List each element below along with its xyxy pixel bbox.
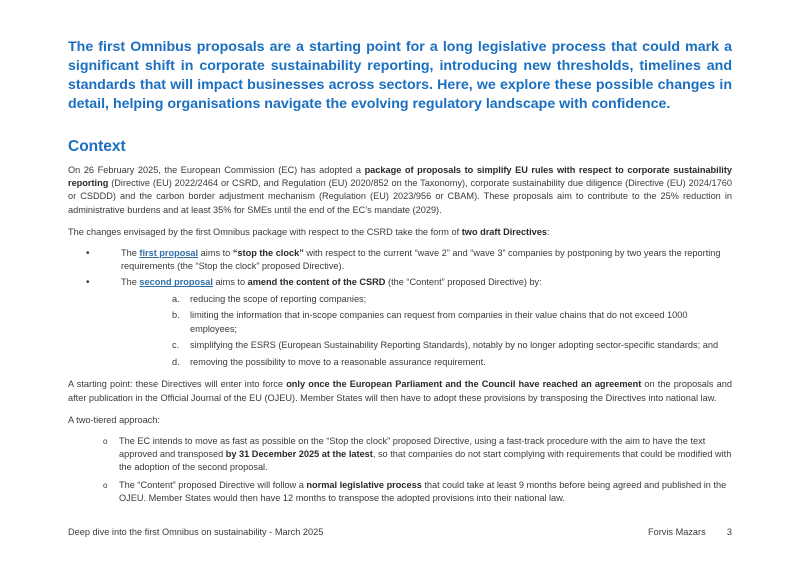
circle-marker: o	[103, 437, 108, 447]
paragraph-two-tiered: A two-tiered approach:	[68, 414, 160, 425]
paragraph-starting-point-bold: only once the European Parliament and the Council have reached an agreement	[286, 379, 642, 390]
second-proposal-link[interactable]: second proposal	[139, 277, 213, 288]
circle1-text-2: , so that companies do not start complying with requirements that could be modified with the adoption of the second proposal.	[119, 449, 732, 473]
bullet1-text-1: The	[121, 248, 140, 259]
bullet1-bold: “stop the clock”	[232, 248, 304, 259]
bullet2-bold: amend the content of the CSRD	[247, 277, 386, 288]
paragraph-package-text-2: (Directive (EU) 2022/2464 or CSRD, and Regulation (EU) 2020/852 on the Taxonomy), corporate sustainability due diligence (Directive (EU) 2024/1760 or CSDDD) and the carbon border adjustment mechanism (Regulation (EU) 2023/956 or CBAM). These proposals aim to contribute to the 25% reduction in administrative burdens and at least 35% for SMEs until the end of the EC’s mandate (2029).	[68, 178, 732, 215]
list-item	[121, 293, 732, 306]
list-item-first-proposal	[68, 247, 732, 273]
list-item	[121, 309, 732, 335]
paragraph-package-text-1: On 26 February 2025, the European Commission (EC) has adopted a	[68, 165, 365, 175]
page-number: 3	[726, 527, 732, 537]
paragraph-starting-point-text-1: A starting point: these Directives will enter into force	[68, 379, 287, 390]
paragraph-package-bold: package of proposals to simplify EU rules with respect to corporate sustainability reporting	[68, 165, 732, 189]
sub-marker: b.	[172, 310, 180, 321]
first-proposal-link[interactable]: first proposal	[139, 248, 199, 259]
paragraph-changes-text-2: :	[547, 226, 550, 237]
bullet-marker: •	[86, 248, 90, 260]
footer-document-title: Deep dive into the first Omnibus on sustainability - March 2025	[68, 527, 324, 537]
proposal-list	[68, 247, 732, 369]
circle2-text-1: The “Content” proposed Directive will follow a	[119, 479, 307, 490]
paragraph-starting-point-text-2: on the proposals and after publication in the Official Journal of the EU (OJEU). Member States will then have to adopt these provisions by transposing the Directives into national law.	[68, 379, 732, 403]
section-title-context: Context	[68, 138, 126, 155]
sub-item-text: removing the possibility to move to a reasonable assurance requirement.	[190, 357, 486, 368]
list-item-stop-the-clock	[68, 435, 732, 475]
bullet2-text-3: (the “Content” proposed Directive) by:	[385, 277, 542, 288]
sub-item-text: reducing the scope of reporting companies;	[190, 293, 367, 304]
circle-marker: o	[103, 480, 108, 490]
list-item-second-proposal	[68, 276, 732, 369]
circle1-text-1: The EC intends to move as fast as possible on the “Stop the clock” proposed Directive, using a fast-track procedure with the aim to have the text approved and transposed	[119, 436, 706, 460]
circle1-bold: by 31 December 2025 at the latest	[225, 449, 373, 460]
content-sub-list	[121, 293, 732, 370]
intro-heading: The first Omnibus proposals are a starting point for a long legislative process that could mark a significant shift in corporate sustainability reporting, introducing new thresholds, timelines and standards that will impact businesses across sectors. Here, we explore these possible changes in detail, helping organisations navigate the evolving regulatory landscape with confidence.	[68, 39, 732, 112]
sub-marker: d.	[172, 357, 180, 368]
sub-marker: c.	[172, 340, 180, 351]
list-item-content-directive	[68, 479, 732, 505]
paragraph-changes	[68, 226, 732, 239]
list-item	[121, 339, 732, 352]
page-content	[68, 38, 732, 509]
sub-marker: a.	[172, 293, 180, 304]
bullet2-text-2: aims to	[212, 277, 248, 288]
paragraph-package	[68, 164, 732, 217]
paragraph-changes-bold: two draft Directives	[461, 226, 547, 237]
bullet2-text-1: The	[121, 277, 140, 288]
circle2-text-2: that could take at least 9 months before being agreed and published in the OJEU. Member States would then have 12 months to transpose the adopted provisions into their national law.	[119, 479, 727, 503]
bullet-marker: •	[86, 277, 90, 289]
bullet1-text-3: with respect to the current “wave 2” and “wave 3” companies by postponing by two years the reporting requirements (the “Stop the clock” proposed Directive).	[121, 248, 721, 272]
list-item	[121, 356, 732, 369]
paragraph-starting-point	[68, 378, 732, 404]
approach-list	[68, 435, 732, 505]
sub-item-text: limiting the information that in-scope companies can request from companies in their value chains that do not exceed 1000 employees;	[190, 310, 688, 334]
sub-item-text: simplifying the ESRS (European Sustainability Reporting Standards), notably by no longer adopting sector-specific standards; and	[190, 340, 719, 351]
footer-brand: Forvis Mazars	[648, 527, 706, 537]
bullet1-text-2: aims to	[198, 248, 233, 259]
paragraph-changes-text-1: The changes envisaged by the first Omnibus package with respect to the CSRD take the form of	[68, 226, 462, 237]
circle2-bold: normal legislative process	[306, 479, 422, 490]
